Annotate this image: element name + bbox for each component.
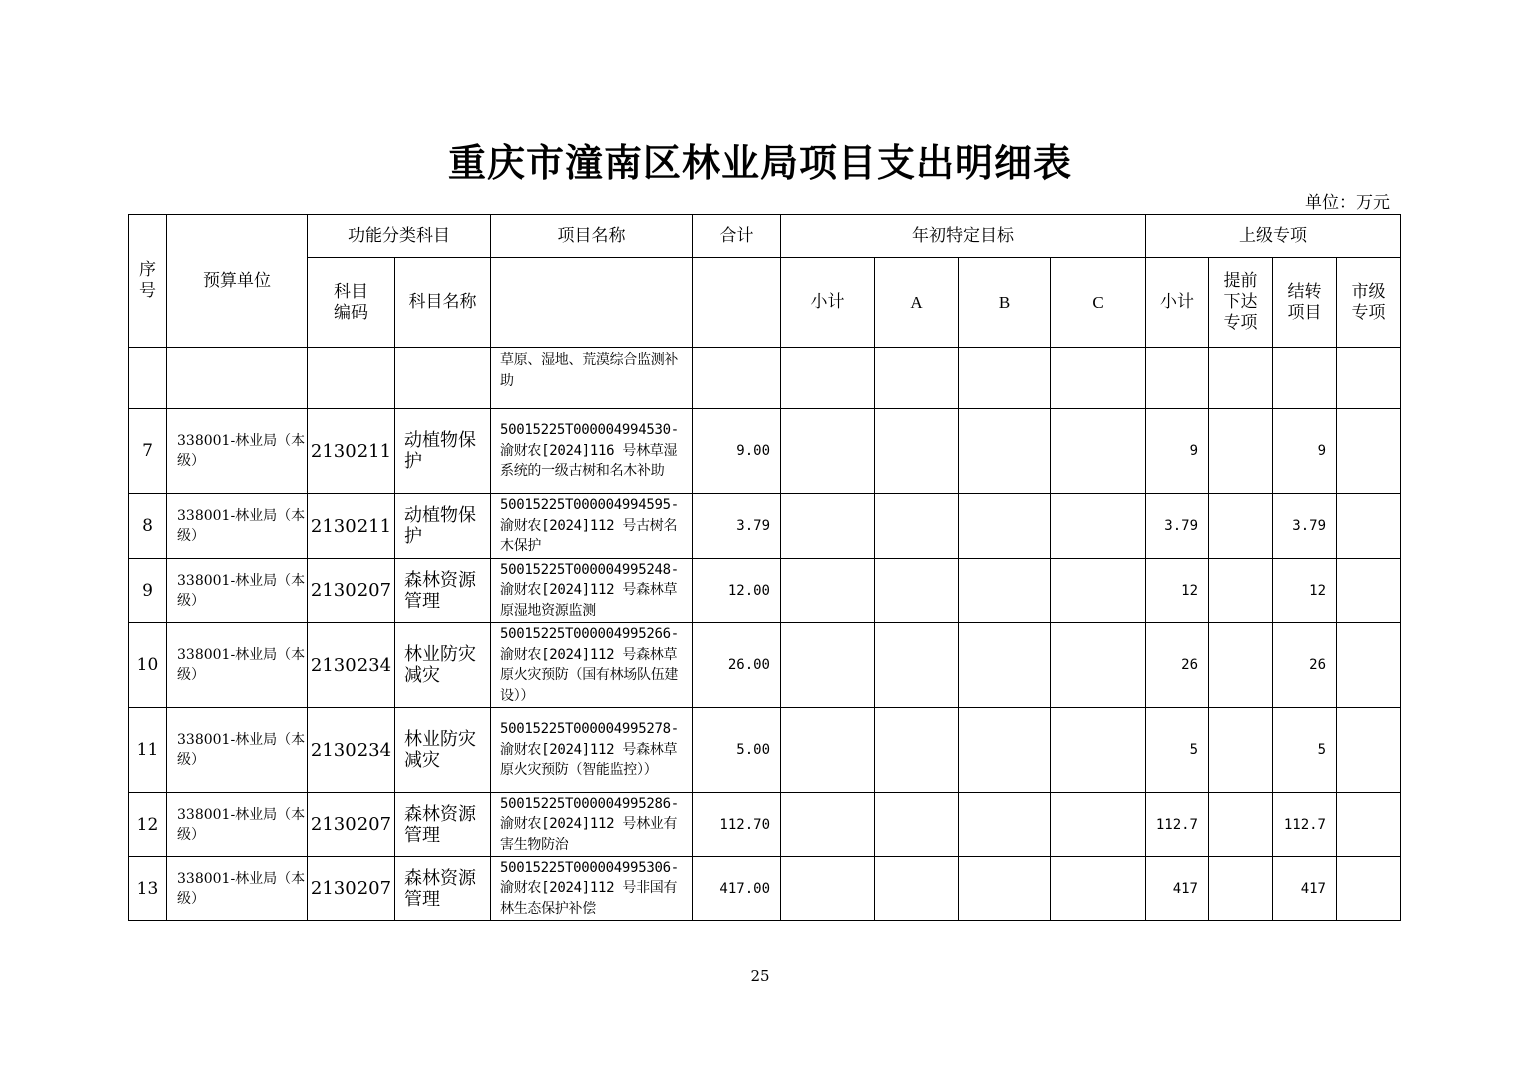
seq-cell: 9	[129, 559, 167, 623]
header-superior: 上级专项	[1146, 215, 1401, 258]
table-row	[129, 623, 1401, 708]
header-c: C	[1051, 258, 1146, 348]
func-name-cell: 林业防灾减灾	[395, 623, 491, 708]
carryover-cell: 9	[1273, 409, 1337, 494]
carryover-cell: 26	[1273, 623, 1337, 708]
sup-subtotal-cell: 417	[1146, 857, 1209, 921]
carryover-cell: 12	[1273, 559, 1337, 623]
total-cell: 3.79	[693, 494, 781, 559]
header-subtotal: 小计	[781, 258, 875, 348]
header-total: 合计	[693, 215, 781, 258]
func-name-cell: 森林资源管理	[395, 559, 491, 623]
func-code-cell: 2130211	[308, 409, 395, 494]
func-code-cell: 2130207	[308, 559, 395, 623]
header-project-name-blank	[491, 258, 693, 348]
seq-cell: 8	[129, 494, 167, 559]
seq-cell: 12	[129, 793, 167, 857]
sup-subtotal-cell: 3.79	[1146, 494, 1209, 559]
budget-unit-cell: 338001-林业局（本级）	[167, 409, 308, 494]
table-row	[129, 559, 1401, 623]
sup-subtotal-cell: 26	[1146, 623, 1209, 708]
sup-subtotal-cell: 9	[1146, 409, 1209, 494]
header-func-name: 科目名称	[395, 258, 491, 348]
header-annual-target: 年初特定目标	[781, 215, 1146, 258]
header-func-class: 功能分类科目	[308, 215, 491, 258]
table-row	[129, 494, 1401, 559]
func-code-cell: 2130207	[308, 857, 395, 921]
sup-subtotal-cell: 112.7	[1146, 793, 1209, 857]
header-sup-subtotal: 小计	[1146, 258, 1209, 348]
carryover-cell: 112.7	[1273, 793, 1337, 857]
header-func-code: 科目编码	[308, 258, 395, 348]
total-cell: 12.00	[693, 559, 781, 623]
budget-unit-cell: 338001-林业局（本级）	[167, 793, 308, 857]
total-cell: 112.70	[693, 793, 781, 857]
func-name-cell: 动植物保护	[395, 494, 491, 559]
project-name-cell: 50015225T000004995266-渝财农[2024]112 号森林草原火灾预防（国有林场队伍建设））	[491, 623, 693, 708]
func-name-cell: 森林资源管理	[395, 857, 491, 921]
project-name-cell: 50015225T000004995306-渝财农[2024]112 号非国有林生态保护补偿	[491, 857, 693, 921]
table-row	[129, 857, 1401, 921]
budget-unit-cell: 338001-林业局（本级）	[167, 494, 308, 559]
seq-cell: 13	[129, 857, 167, 921]
page-title: 重庆市潼南区林业局项目支出明细表	[447, 141, 1072, 185]
project-name-cell: 50015225T000004995286-渝财农[2024]112 号林业有害生物防治	[491, 793, 693, 857]
project-name-cell: 草原、湿地、荒漠综合监测补助	[491, 348, 693, 409]
total-cell: 9.00	[693, 409, 781, 494]
header-advance: 提前下达专项	[1209, 258, 1273, 348]
func-name-cell: 林业防灾减灾	[395, 708, 491, 793]
budget-unit-cell: 338001-林业局（本级）	[167, 857, 308, 921]
expenditure-table	[128, 214, 1401, 921]
total-cell: 417.00	[693, 857, 781, 921]
header-budget-unit: 预算单位	[167, 215, 308, 348]
table-row	[129, 409, 1401, 494]
table-row	[129, 793, 1401, 857]
seq-cell: 7	[129, 409, 167, 494]
project-name-cell: 50015225T000004994595-渝财农[2024]112 号古树名木保护	[491, 494, 693, 559]
seq-cell: 10	[129, 623, 167, 708]
func-code-cell: 2130234	[308, 623, 395, 708]
func-code-cell: 2130234	[308, 708, 395, 793]
header-seq: 序号	[129, 215, 167, 348]
budget-unit-cell: 338001-林业局（本级）	[167, 559, 308, 623]
page-number: 25	[750, 967, 770, 985]
project-name-cell: 50015225T000004995278-渝财农[2024]112 号森林草原火灾预防（智能监控））	[491, 708, 693, 793]
func-name-cell: 森林资源管理	[395, 793, 491, 857]
header-city: 市级专项	[1337, 258, 1401, 348]
carryover-cell: 3.79	[1273, 494, 1337, 559]
func-code-cell: 2130207	[308, 793, 395, 857]
seq-cell: 11	[129, 708, 167, 793]
header-project-name: 项目名称	[491, 215, 693, 258]
carryover-cell: 417	[1273, 857, 1337, 921]
header-b: B	[959, 258, 1051, 348]
func-code-cell: 2130211	[308, 494, 395, 559]
project-name-cell: 50015225T000004995248-渝财农[2024]112 号森林草原湿地资源监测	[491, 559, 693, 623]
budget-unit-cell: 338001-林业局（本级）	[167, 623, 308, 708]
table-row	[129, 348, 1401, 409]
project-name-cell: 50015225T000004994530-渝财农[2024]116 号林草湿系统的一级古树和名木补助	[491, 409, 693, 494]
unit-label: 单位：万元	[1305, 193, 1390, 213]
sup-subtotal-cell: 5	[1146, 708, 1209, 793]
total-cell: 26.00	[693, 623, 781, 708]
func-name-cell: 动植物保护	[395, 409, 491, 494]
budget-unit-cell: 338001-林业局（本级）	[167, 708, 308, 793]
table-row	[129, 708, 1401, 793]
header-carryover: 结转项目	[1273, 258, 1337, 348]
header-total-blank	[693, 258, 781, 348]
total-cell: 5.00	[693, 708, 781, 793]
sup-subtotal-cell: 12	[1146, 559, 1209, 623]
carryover-cell: 5	[1273, 708, 1337, 793]
header-a: A	[875, 258, 959, 348]
